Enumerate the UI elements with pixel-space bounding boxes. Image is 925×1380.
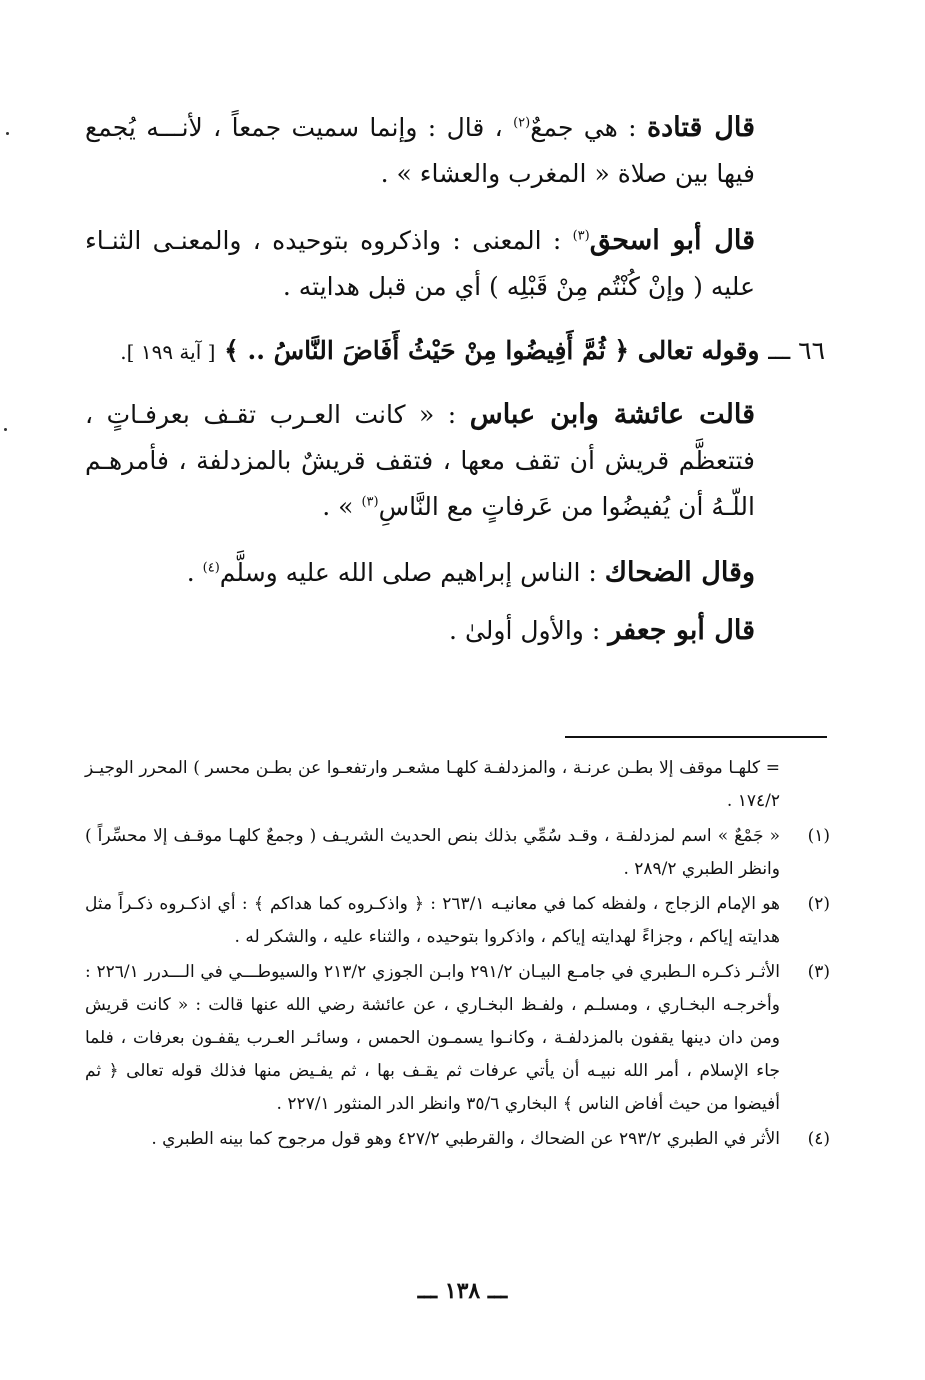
verse-intro: وقوله تعالى [637, 336, 760, 365]
footnote-text: الأثـر ذكـره الـطبري في جامـع البيـان ٢٩١/٢ وابـن الجوزي ٢١٣/٢ والسيوطـــي في الـــدرر ٢٢٦/١ : وأخرجـه البخـاري ، ومسلـم ، ولفـظ البخـاري ، عن عائشة رضي الله عنها قالت : « كانت قريش ومن دان دينها يقفون بالمزدلفـة ، وكانـوا يسمـون الحمس ، وسائـر العـرب يقفـون بعرفات ، فلما جاء الإسلام ، أمر الله نبيـه أن يأتي عرفات ثم يقـف بها ، ثم يفـيض منها فذلك قوله تعالى ﴿ ثم أفيضوا من حيث أفاض الناس ﴾ البخاري ٣٥/٦ وانظر الدر المنثور ٢٢٧/١ . [85, 962, 780, 1114]
footnote-text: « جَمْعٌ » اسم لمزدلفـة ، وقـد سُمِّي بذلك بنص الحديث الشريـف ( وجمعٌ كلهـا موقـف إلا محسِّراً ) وانظر الطبري ٢٨٩/٢ . [85, 826, 780, 879]
footnote-separator [565, 736, 827, 738]
paragraph-text: : والأول أولىٰ . [449, 616, 601, 645]
verse-text: ﴿ ثُمَّ أَفِيضُوا مِنْ حَيْثُ أَفَاضَ النَّاسُ .. ﴾ [224, 336, 630, 365]
paragraph-aisha [85, 392, 755, 530]
footnote-ref: (٣) [361, 494, 379, 510]
footnote-1 [85, 820, 830, 886]
footnote-number: (٤) [807, 1129, 830, 1149]
entry-number: ٦٦ ـــ [768, 336, 825, 365]
paragraph-abu-jafar [85, 608, 755, 654]
footnote-3 [85, 956, 830, 1121]
footnote-text: هو الإمام الزجاج ، ولفظه كما في معانيـه ٢٦٣/١ : ﴿ واذكـروه كما هداكم ﴾ : أي اذكـروه ذكـراً مثل هدايته إياكم ، وجزاءً لهدايته إياكم ، واذكروا بتوحيده ، والثناء عليه ، والشكر له . [85, 894, 780, 947]
paragraph-qatada [85, 105, 755, 197]
paragraph-text: : الناس إبراهيم صلى الله عليه وسلَّم [219, 558, 597, 587]
verse-heading [85, 328, 825, 375]
speaker-label: قال أبو اسحق [589, 225, 755, 256]
speaker-label: قال قتادة [646, 112, 755, 143]
verse-reference: [ آية ١٩٩ ]. [120, 340, 216, 364]
speaker-label: وقال الضحاك [604, 557, 755, 588]
paragraph-text: ، قال : وإنما سميت جمعاً ، لأنـــه يُجمع فيها بين صلاة « المغرب والعشاء » . [85, 113, 755, 188]
footnote-4 [85, 1123, 830, 1156]
footnote-text: = كلهـا موقف إلا بطـن عرنـة ، والمزدلفـة كلهـا مشعـر وارتفعـوا عن بطـن محسر ) المحرر الوجيـز ١٧٤/٢ . [85, 758, 780, 811]
footnote-2 [85, 888, 830, 954]
footnote-continuation [85, 752, 830, 818]
footnote-ref: (٣) [572, 228, 590, 244]
paragraph-text: . [186, 558, 195, 587]
scan-speck [4, 428, 7, 431]
footnote-number: (٣) [807, 962, 830, 982]
footnote-number: (١) [807, 826, 830, 846]
footnote-text: الأثر في الطبري ٢٩٣/٢ عن الضحاك ، والقرطبي ٤٢٧/٢ وهو قول مرجوح كما بينه الطبري . [151, 1129, 780, 1149]
paragraph-text: » . [322, 492, 354, 521]
paragraph-dahhak [85, 550, 755, 596]
speaker-label: قالت عائشة وابن عباس [469, 399, 755, 430]
footnote-ref: (٤) [202, 560, 220, 576]
page-number: ـــ ١٣٨ ـــ [417, 1278, 508, 1304]
speaker-label: قال أبو جعفر [608, 615, 755, 646]
paragraph-text: : المعنى : واذكروه بتوحيده ، والمعنـى الثنـاء عليه ( وإنْ كُنْتُم مِنْ قَبْلِه ) أي من قبل هدايته . [85, 226, 755, 301]
paragraph-text: : هي جمعٌ [530, 113, 637, 142]
scan-speck [6, 132, 9, 135]
footnotes [85, 752, 830, 1158]
footnote-ref: (٢) [513, 115, 531, 131]
paragraph-text: : « كانت العـرب تقـف بعرفـاتٍ ، فتتعظَّم قريش أن تقف معها ، فتقف قريشٌ بالمزدلفة ، فأمرهـم اللّـهُ أن يُفيضُوا من عَرفاتٍ مع النَّاسِ [85, 400, 755, 521]
footnote-number: (٢) [807, 894, 830, 914]
paragraph-abu-ishaq [85, 218, 755, 310]
